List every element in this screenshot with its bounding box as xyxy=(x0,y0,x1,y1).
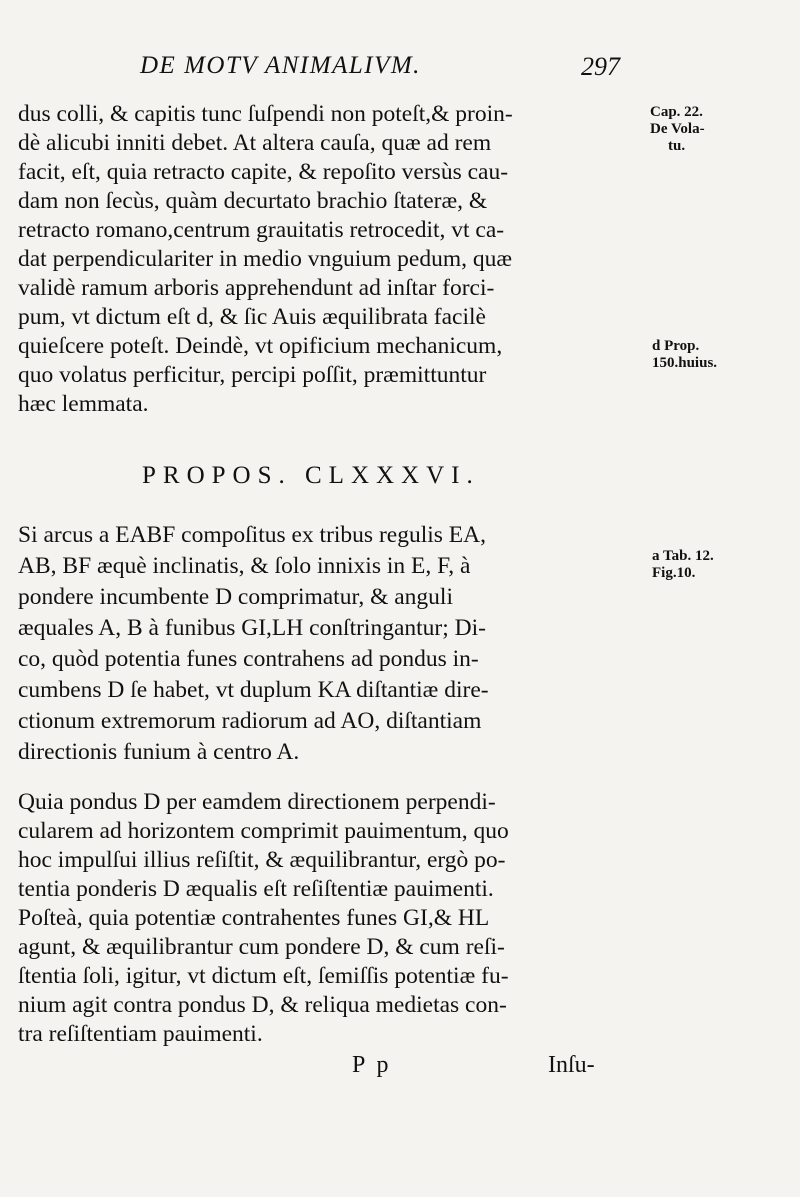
margin-note-line: De Vola- xyxy=(650,121,705,137)
text-line: Quia pondus D per eamdem directionem perpendi- xyxy=(18,789,496,815)
text-line: æquales A, B à funibus GI,LH conſtringantur; Di- xyxy=(18,615,486,641)
text-line: co, quòd potentia funes contrahens ad pondus in- xyxy=(18,646,479,672)
proposition-text xyxy=(18,520,643,768)
margin-note-line: 150.huius. xyxy=(652,355,718,371)
text-line: ſtentia ſoli, igitur, vt dictum eſt, ſemiſſis potentiæ fu- xyxy=(18,963,509,989)
text-line: tentia ponderis D æqualis eſt reſiſtentiæ pauimenti. xyxy=(18,876,494,902)
text-line: quo volatus perficitur, percipi poſſit, præmittuntur xyxy=(18,362,487,388)
signature-mark: P p xyxy=(352,1052,392,1078)
body-text-top xyxy=(18,100,643,419)
running-title: DE MOTV ANIMALIVM. xyxy=(140,52,421,79)
text-line: dè alicubi inniti debet. At altera cauſa, quæ ad rem xyxy=(18,130,492,156)
catchword: Inſu- xyxy=(548,1052,595,1078)
text-line: dus colli, & capitis tunc ſuſpendi non poteſt,& proin- xyxy=(18,101,513,127)
margin-note-cap xyxy=(650,104,705,155)
text-line: Si arcus a EABF compoſitus ex tribus regulis EA, xyxy=(18,522,486,548)
margin-note-line: a Tab. 12. xyxy=(652,548,714,564)
text-line: pondere incumbente D comprimatur, & anguli xyxy=(18,584,453,610)
margin-note-line: d Prop. xyxy=(652,338,700,354)
margin-note-tab xyxy=(652,548,714,582)
text-line: tra reſiſtentiam pauimenti. xyxy=(18,1021,263,1047)
text-line: cularem ad horizontem comprimit pauimentum, quo xyxy=(18,818,509,844)
text-line: facit, eſt, quia retracto capite, & repoſito versùs cau- xyxy=(18,159,509,185)
text-line: nium agit contra pondus D, & reliqua medietas con- xyxy=(18,992,507,1018)
margin-note-line: tu. xyxy=(668,138,686,154)
text-line: ctionum extremorum radiorum ad AO, diſtantiam xyxy=(18,708,482,734)
text-line: retracto romano,centrum grauitatis retrocedit, vt ca- xyxy=(18,217,505,243)
margin-note-prop xyxy=(652,338,717,372)
text-line: hoc impulſui illius reſiſtit, & æquilibrantur, ergò po- xyxy=(18,847,506,873)
text-line: AB, BF æquè inclinatis, & ſolo innixis in E, F, à xyxy=(18,553,471,579)
text-line: agunt, & æquilibrantur cum pondere D, & cum reſi- xyxy=(18,934,505,960)
text-line: dam non ſecùs, quàm decurtato brachio ſtateræ, & xyxy=(18,188,488,214)
margin-note-line: Cap. 22. xyxy=(650,104,703,120)
page-number: 297 xyxy=(581,52,620,81)
text-line: validè ramum arboris apprehendunt ad inſtar forci- xyxy=(18,275,495,301)
text-line: cumbens D ſe habet, vt duplum KA diſtantiæ dire- xyxy=(18,677,489,703)
text-line: pum, vt dictum eſt d, & ſic Auis æquilibrata facilè xyxy=(18,304,486,330)
text-line: dat perpendiculariter in medio vnguium pedum, quæ xyxy=(18,246,513,272)
margin-note-line: Fig.10. xyxy=(652,565,696,581)
page-header xyxy=(140,52,620,92)
text-line: hæc lemmata. xyxy=(18,391,149,417)
body-text-bottom xyxy=(18,788,643,1049)
text-line: Poſteà, quia potentiæ contrahentes funes GI,& HL xyxy=(18,905,490,931)
text-line: quieſcere poteſt. Deindè, vt opificium mechanicum, xyxy=(18,333,503,359)
text-line: directionis funium à centro A. xyxy=(18,739,300,765)
proposition-heading: PROPOS. CLXXXVI. xyxy=(142,462,480,489)
